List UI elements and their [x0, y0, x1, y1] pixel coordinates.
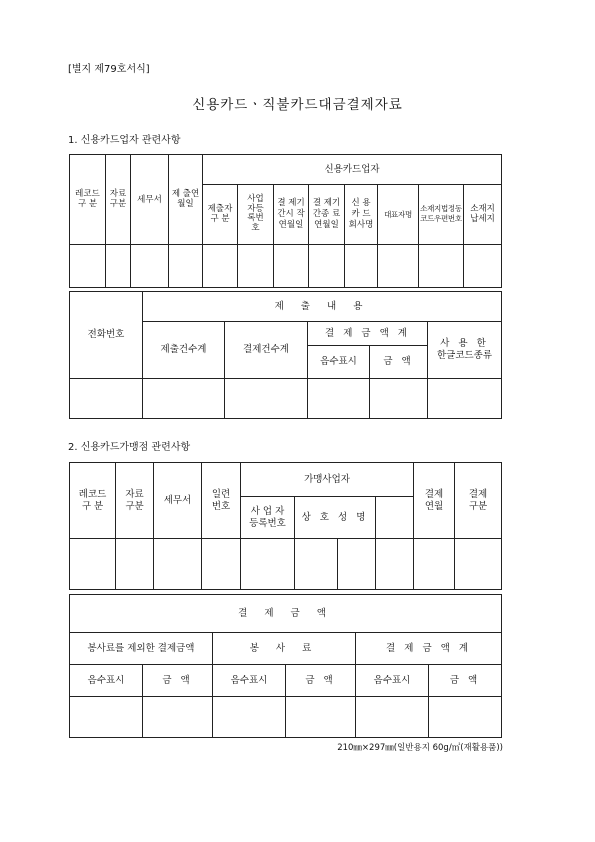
service-fee-header: 봉 사 료	[213, 633, 356, 665]
empty-header-cell	[376, 497, 414, 539]
submission-contents-table	[69, 291, 502, 419]
merchant-group-header: 가맹사업자	[241, 463, 414, 497]
neg-sign-header: 음수표시	[308, 346, 370, 378]
payment-total-header: 결 제 금 액 계	[308, 322, 428, 346]
charset-cell[interactable]	[428, 378, 502, 418]
rep-name-header: 대표자명	[378, 185, 419, 245]
trade-name-cell[interactable]	[295, 539, 338, 590]
charset-header	[428, 322, 502, 378]
pay-month-header	[414, 463, 455, 539]
biz-reg-no-header: 사업자등록번호	[238, 185, 274, 245]
fee-amount-header: 금 액	[286, 665, 356, 697]
merchant-record-type-cell[interactable]	[70, 539, 116, 590]
total-header: 결 제 금 액 계	[356, 633, 502, 665]
card-company-header: 신 용카 드회사명	[345, 185, 378, 245]
section2-heading: 2. 신용카드가맹점 관련사항	[68, 442, 191, 453]
phone-header: 전화번호	[70, 292, 143, 379]
contents-header: 제 출 내 용	[143, 292, 502, 322]
name-cell[interactable]	[338, 539, 376, 590]
address-header: 소재지법정동코드우편번호	[419, 185, 464, 245]
merchant-biz-reg-label-1: 사 업 자	[250, 505, 285, 517]
neg-sign-cell[interactable]	[308, 378, 370, 418]
merchant-biz-reg-header	[241, 497, 295, 539]
total-amount-header: 금 액	[429, 665, 502, 697]
serial-no-header	[202, 463, 241, 539]
merchant-biz-reg-cell[interactable]	[241, 539, 295, 590]
serial-no-label-2: 번호	[211, 500, 231, 512]
fee-neg-sign-cell[interactable]	[213, 697, 286, 738]
merchant-info-table	[69, 462, 502, 590]
issuer-info-table	[69, 154, 502, 288]
page-title: 신용카드ㆍ직불카드대금결제자료	[192, 97, 403, 113]
payment-count-header: 결제건수계	[225, 322, 308, 378]
trade-name-header: 상 호 성 명	[295, 497, 376, 539]
submitter-type-cell[interactable]	[203, 245, 238, 288]
excl-amount-header: 금 액	[143, 665, 213, 697]
total-neg-sign-cell[interactable]	[356, 697, 429, 738]
pay-type-header	[455, 463, 502, 539]
pay-month-label-2: 연월	[424, 500, 444, 512]
extra-cell[interactable]	[376, 539, 414, 590]
amount-cell[interactable]	[370, 378, 428, 418]
address-cell[interactable]	[419, 245, 464, 288]
merchant-data-type-label-2: 구분	[125, 500, 144, 512]
card-issuer-group-header: 신용카드업자	[203, 155, 502, 185]
address2-header: 소재지납세지	[464, 185, 502, 245]
excl-neg-sign-header: 음수표시	[70, 665, 143, 697]
section1-heading: 1. 신용카드업자 관련사항	[68, 135, 181, 146]
total-amount-cell[interactable]	[429, 697, 502, 738]
biz-reg-no-cell[interactable]	[238, 245, 274, 288]
charset-label-1: 사 용 한	[440, 338, 489, 350]
tax-office-header: 세무서	[131, 155, 169, 245]
excl-amount-cell[interactable]	[143, 697, 213, 738]
submitter-type-header: 제출자구 분	[203, 185, 238, 245]
excl-neg-sign-cell[interactable]	[70, 697, 143, 738]
payment-amount-header: 결 제 금 액	[70, 595, 502, 633]
total-neg-sign-header: 음수표시	[356, 665, 429, 697]
end-date-cell[interactable]	[309, 245, 345, 288]
merchant-data-type-cell[interactable]	[116, 539, 154, 590]
pay-month-cell[interactable]	[414, 539, 455, 590]
amount-header: 금 액	[370, 346, 428, 378]
phone-cell[interactable]	[70, 378, 143, 418]
tax-office-cell[interactable]	[131, 245, 169, 288]
record-type-cell[interactable]	[70, 245, 106, 288]
submit-date-cell[interactable]	[169, 245, 203, 288]
submit-date-header: 제 출연월일	[169, 155, 203, 245]
merchant-record-type-header	[70, 463, 116, 539]
data-type-cell[interactable]	[106, 245, 131, 288]
data-type-header: 자료구분	[106, 155, 131, 245]
form-number: [별지 제79호서식]	[68, 64, 150, 75]
fee-neg-sign-header: 음수표시	[213, 665, 286, 697]
payment-amount-table	[69, 594, 502, 738]
merchant-tax-office-cell[interactable]	[154, 539, 202, 590]
merchant-record-type-label-2: 구 분	[81, 500, 104, 512]
paper-spec-footer: 210㎜×297㎜(일반용지 60g/㎡(재활용품))	[337, 743, 503, 753]
merchant-record-type-label-1: 레코드	[78, 488, 107, 500]
pay-type-label-2: 구분	[468, 500, 488, 512]
merchant-data-type-label-1: 자료	[125, 488, 144, 500]
serial-no-label-1: 일련	[211, 488, 231, 500]
merchant-biz-reg-label-2: 등록번호	[249, 517, 286, 529]
record-type-header: 레코드구 분	[70, 155, 106, 245]
payment-count-cell[interactable]	[225, 378, 308, 418]
excl-service-header: 봉사료를 제외한 결제금액	[70, 633, 213, 665]
card-company-cell[interactable]	[345, 245, 378, 288]
pay-type-label-1: 결제	[468, 488, 488, 500]
fee-amount-cell[interactable]	[286, 697, 356, 738]
charset-label-2: 한글코드종류	[436, 349, 493, 361]
address2-cell[interactable]	[464, 245, 502, 288]
submit-count-cell[interactable]	[143, 378, 225, 418]
rep-name-cell[interactable]	[378, 245, 419, 288]
serial-no-cell[interactable]	[202, 539, 241, 590]
submit-count-header: 제출건수계	[143, 322, 225, 378]
start-date-cell[interactable]	[274, 245, 309, 288]
end-date-header: 결 제기 간종 료연월일	[309, 185, 345, 245]
start-date-header: 결 제기 간시 작연월일	[274, 185, 309, 245]
pay-month-label-1: 결제	[424, 488, 444, 500]
merchant-tax-office-header: 세무서	[154, 463, 202, 539]
merchant-data-type-header	[116, 463, 154, 539]
pay-type-cell[interactable]	[455, 539, 502, 590]
